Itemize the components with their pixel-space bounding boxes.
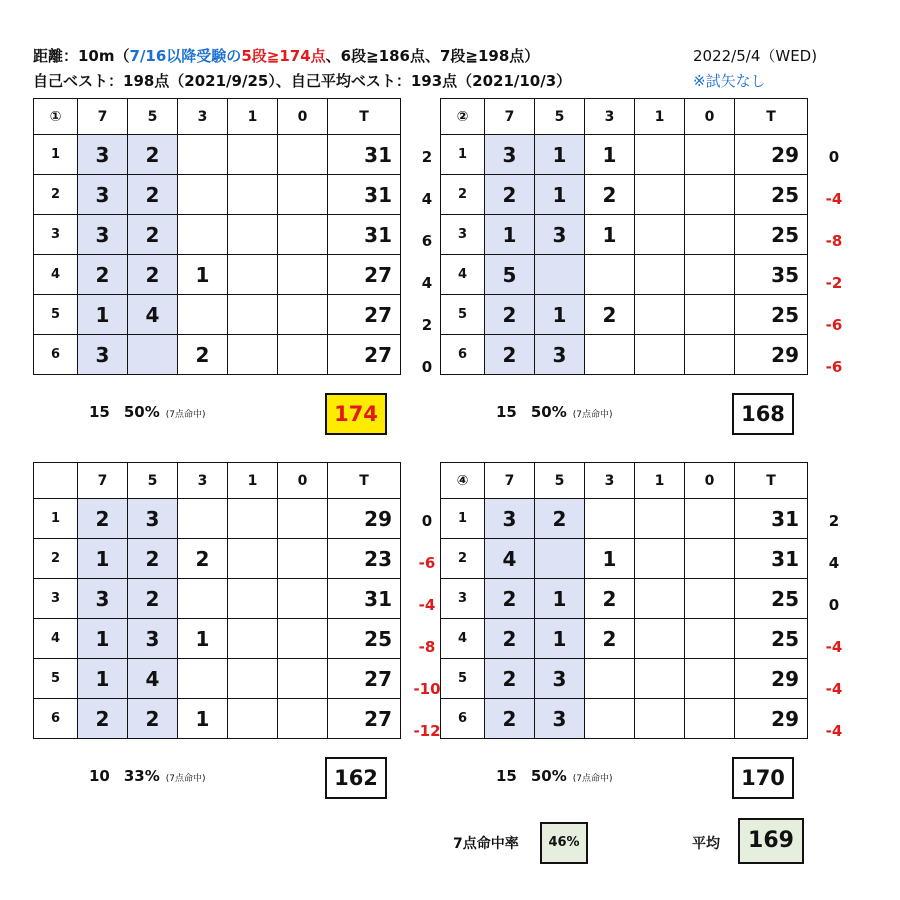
date-label: 2022/5/4（WED): [693, 47, 818, 65]
row-total: 29: [735, 135, 808, 175]
column-header: 0: [685, 463, 735, 499]
score-cell: 1: [78, 619, 128, 659]
score-cell: 1: [78, 295, 128, 335]
score-cell: 1: [78, 539, 128, 579]
score-cell: [228, 135, 278, 175]
score-cell: 4: [128, 659, 178, 699]
score-cell: 3: [78, 335, 128, 375]
row-diff: 6: [421, 232, 433, 250]
score-cell: [228, 659, 278, 699]
score-cell: 1: [178, 619, 228, 659]
row-diff: -12: [413, 722, 441, 740]
score-cell: [585, 699, 635, 739]
row-number: 2: [34, 175, 78, 215]
score-cell: [585, 659, 635, 699]
score-cell: [228, 579, 278, 619]
score-cell: [178, 135, 228, 175]
score-cell: [228, 255, 278, 295]
table-row: [34, 579, 401, 619]
column-header: 3: [585, 99, 635, 135]
score-cell: [278, 175, 328, 215]
score-cell: 2: [485, 295, 535, 335]
row-number: 5: [441, 659, 485, 699]
column-header: T: [735, 99, 808, 135]
score-cell: 2: [78, 255, 128, 295]
round-label: ④: [441, 463, 485, 499]
score-cell: 2: [128, 699, 178, 739]
score-cell: 1: [535, 135, 585, 175]
score-cell: [635, 499, 685, 539]
row-total: 25: [735, 215, 808, 255]
hit-count: 15: [89, 403, 110, 421]
table-row: [34, 699, 401, 739]
score-cell: 3: [78, 135, 128, 175]
column-header: 0: [685, 99, 735, 135]
row-diff: -2: [825, 274, 843, 292]
round-total: 162: [325, 757, 387, 799]
score-cell: [278, 699, 328, 739]
score-cell: 1: [535, 619, 585, 659]
row-total: 27: [328, 295, 401, 335]
score-cell: [535, 255, 585, 295]
row-diff: 2: [421, 148, 433, 166]
round-total: 170: [732, 757, 794, 799]
column-header: T: [735, 463, 808, 499]
score-cell: [685, 699, 735, 739]
score-cell: 1: [78, 659, 128, 699]
row-number: 3: [441, 579, 485, 619]
hit-rate-note: (7点命中): [572, 410, 613, 420]
row-total: 25: [735, 619, 808, 659]
score-cell: [685, 255, 735, 295]
row-diff: -8: [825, 232, 843, 250]
row-diff: 0: [421, 358, 433, 376]
row-number: 3: [441, 215, 485, 255]
score-cell: 3: [128, 499, 178, 539]
score-cell: 2: [485, 659, 535, 699]
row-diff: -4: [825, 722, 843, 740]
score-cell: [685, 659, 735, 699]
score-cell: 1: [178, 699, 228, 739]
score-cell: 2: [585, 579, 635, 619]
score-cell: [278, 295, 328, 335]
score-cell: [228, 295, 278, 335]
row-diff: -6: [825, 358, 843, 376]
score-cell: 1: [535, 175, 585, 215]
row-total: 29: [735, 335, 808, 375]
score-cell: [635, 619, 685, 659]
row-total: 29: [735, 659, 808, 699]
row-diff: 4: [421, 274, 433, 292]
row-diff: 0: [421, 512, 433, 530]
row-number: 4: [34, 255, 78, 295]
table-row: [441, 335, 808, 375]
score-cell: [635, 579, 685, 619]
row-total: 31: [328, 579, 401, 619]
personal-best-line: 自己ベスト：198点（2021/9/25）、自己平均ベスト：193点（2021/10/3）: [33, 72, 572, 90]
column-header: 7: [485, 463, 535, 499]
score-cell: [685, 539, 735, 579]
score-cell: [685, 135, 735, 175]
row-number: 2: [441, 539, 485, 579]
row-diff: -10: [413, 680, 441, 698]
row-total: 25: [735, 579, 808, 619]
column-header: 1: [635, 463, 685, 499]
average-value: 169: [738, 818, 804, 864]
column-header: 5: [535, 463, 585, 499]
row-diff: 0: [828, 148, 840, 166]
score-table: [440, 98, 808, 375]
row-number: 3: [34, 215, 78, 255]
score-cell: 2: [485, 579, 535, 619]
row-total: 25: [328, 619, 401, 659]
row-number: 2: [34, 539, 78, 579]
column-header: 1: [228, 99, 278, 135]
score-cell: [635, 539, 685, 579]
score-cell: 1: [535, 579, 585, 619]
table-row: [34, 175, 401, 215]
score-cell: 3: [128, 619, 178, 659]
score-cell: [178, 215, 228, 255]
hit-rate-value: 46%: [540, 822, 588, 864]
table-row: [34, 539, 401, 579]
row-number: 1: [441, 499, 485, 539]
row-number: 2: [441, 175, 485, 215]
score-cell: [535, 539, 585, 579]
column-header: T: [328, 99, 401, 135]
score-cell: 3: [485, 135, 535, 175]
row-number: 6: [34, 699, 78, 739]
column-header: 7: [485, 99, 535, 135]
row-number: 6: [34, 335, 78, 375]
hit-rate: 33%: [123, 767, 160, 785]
score-cell: [128, 335, 178, 375]
hit-rate-note: (7点命中): [572, 774, 613, 784]
score-cell: [228, 699, 278, 739]
table-row: [441, 295, 808, 335]
round-footer: [496, 767, 613, 785]
diff-column: [814, 136, 854, 388]
row-number: 1: [34, 135, 78, 175]
score-cell: 2: [485, 699, 535, 739]
row-number: 5: [34, 295, 78, 335]
score-table: [440, 462, 808, 739]
score-cell: 3: [535, 335, 585, 375]
score-cell: 2: [128, 175, 178, 215]
table-row: [441, 619, 808, 659]
score-cell: 2: [128, 579, 178, 619]
score-cell: 2: [128, 215, 178, 255]
row-total: 31: [735, 499, 808, 539]
score-cell: [635, 175, 685, 215]
distance-line: [33, 45, 539, 66]
row-number: 1: [34, 499, 78, 539]
column-header: 5: [535, 99, 585, 135]
exam-date-note: 7/16以降受験の: [129, 47, 242, 65]
row-number: 3: [34, 579, 78, 619]
row-diff: 2: [828, 512, 840, 530]
round-label: ①: [34, 99, 78, 135]
table-row: [441, 215, 808, 255]
column-header: 7: [78, 463, 128, 499]
round-footer: [496, 403, 613, 421]
row-total: 23: [328, 539, 401, 579]
hit-rate-label: 7点命中率: [453, 836, 519, 852]
table-row: [34, 135, 401, 175]
score-cell: 4: [485, 539, 535, 579]
score-cell: [635, 215, 685, 255]
score-cell: 2: [178, 335, 228, 375]
score-cell: [635, 699, 685, 739]
row-total: 27: [328, 659, 401, 699]
score-cell: [178, 175, 228, 215]
diff-column: [814, 500, 854, 752]
score-cell: [278, 135, 328, 175]
score-cell: [635, 335, 685, 375]
score-cell: 2: [128, 539, 178, 579]
table-row: [34, 659, 401, 699]
column-header: 5: [128, 99, 178, 135]
score-cell: [228, 175, 278, 215]
row-total: 29: [328, 499, 401, 539]
row-number: 4: [441, 255, 485, 295]
score-cell: 2: [535, 499, 585, 539]
score-cell: 2: [128, 255, 178, 295]
score-cell: [278, 619, 328, 659]
score-cell: 2: [485, 619, 535, 659]
row-total: 29: [735, 699, 808, 739]
round-label: [34, 463, 78, 499]
score-cell: [228, 539, 278, 579]
table-row: [441, 659, 808, 699]
row-diff: -6: [418, 554, 436, 572]
score-cell: [228, 335, 278, 375]
row-number: 4: [441, 619, 485, 659]
score-cell: [278, 215, 328, 255]
dan-requirements: 、6段≧186点、7段≧198点）: [325, 47, 540, 65]
score-cell: [278, 659, 328, 699]
score-cell: [635, 255, 685, 295]
dan5-requirement: 5段≧174点: [241, 47, 326, 65]
score-cell: [278, 255, 328, 295]
row-diff: 4: [421, 190, 433, 208]
score-cell: [178, 295, 228, 335]
score-cell: 2: [78, 499, 128, 539]
column-header: 3: [178, 463, 228, 499]
row-number: 5: [34, 659, 78, 699]
average-label: 平均: [692, 836, 720, 852]
row-total: 25: [735, 175, 808, 215]
row-number: 5: [441, 295, 485, 335]
table-header-row: [34, 463, 401, 499]
table-row: [441, 539, 808, 579]
score-cell: [178, 659, 228, 699]
score-cell: 2: [178, 539, 228, 579]
table-header-row: [34, 99, 401, 135]
table-row: [441, 699, 808, 739]
row-number: 1: [441, 135, 485, 175]
row-diff: -4: [825, 190, 843, 208]
score-cell: [585, 499, 635, 539]
score-cell: [178, 579, 228, 619]
row-total: 27: [328, 255, 401, 295]
score-cell: [685, 335, 735, 375]
row-number: 4: [34, 619, 78, 659]
hit-rate: 50%: [530, 767, 567, 785]
score-cell: [278, 579, 328, 619]
score-cell: 2: [585, 619, 635, 659]
table-row: [34, 499, 401, 539]
score-cell: [685, 499, 735, 539]
column-header: 0: [278, 463, 328, 499]
row-total: 25: [735, 295, 808, 335]
hit-rate: 50%: [123, 403, 160, 421]
score-cell: [685, 215, 735, 255]
column-header: 5: [128, 463, 178, 499]
row-diff: -4: [825, 638, 843, 656]
score-cell: 2: [585, 295, 635, 335]
score-cell: 3: [78, 175, 128, 215]
column-header: 3: [178, 99, 228, 135]
score-cell: 3: [535, 659, 585, 699]
column-header: T: [328, 463, 401, 499]
score-cell: 3: [535, 215, 585, 255]
row-diff: 2: [421, 316, 433, 334]
score-cell: 1: [535, 295, 585, 335]
row-number: 6: [441, 335, 485, 375]
score-cell: [228, 215, 278, 255]
score-cell: 4: [128, 295, 178, 335]
score-cell: 5: [485, 255, 535, 295]
score-cell: 2: [585, 175, 635, 215]
score-table: [33, 98, 401, 375]
hit-rate-note: (7点命中): [165, 774, 206, 784]
score-cell: [685, 619, 735, 659]
score-cell: 1: [485, 215, 535, 255]
column-header: 7: [78, 99, 128, 135]
column-header: 1: [635, 99, 685, 135]
hit-count: 15: [496, 767, 517, 785]
score-cell: [228, 619, 278, 659]
score-cell: 2: [78, 699, 128, 739]
no-practice-note: ※試矢なし: [693, 72, 766, 90]
column-header: 0: [278, 99, 328, 135]
table-header-row: [441, 463, 808, 499]
table-row: [441, 175, 808, 215]
distance-label: 距離：10m（: [33, 47, 130, 65]
row-total: 35: [735, 255, 808, 295]
score-cell: [585, 255, 635, 295]
column-header: 3: [585, 463, 635, 499]
score-cell: 3: [78, 215, 128, 255]
table-header-row: [441, 99, 808, 135]
row-diff: -4: [825, 680, 843, 698]
score-cell: 1: [178, 255, 228, 295]
row-diff: 4: [828, 554, 840, 572]
round-footer: [89, 403, 206, 421]
hit-rate: 50%: [530, 403, 567, 421]
score-cell: [278, 499, 328, 539]
score-cell: [635, 135, 685, 175]
row-total: 31: [328, 175, 401, 215]
table-row: [34, 255, 401, 295]
round-label: ②: [441, 99, 485, 135]
score-cell: 2: [485, 335, 535, 375]
round-footer: [89, 767, 206, 785]
hit-count: 15: [496, 403, 517, 421]
table-row: [34, 619, 401, 659]
score-cell: 3: [485, 499, 535, 539]
hit-count: 10: [89, 767, 110, 785]
column-header: 1: [228, 463, 278, 499]
round-total: 174: [325, 393, 387, 435]
table-row: [34, 335, 401, 375]
score-cell: 3: [535, 699, 585, 739]
table-row: [441, 499, 808, 539]
score-cell: [278, 335, 328, 375]
score-cell: [585, 335, 635, 375]
row-diff: 0: [828, 596, 840, 614]
score-cell: [278, 539, 328, 579]
score-cell: [178, 499, 228, 539]
row-total: 27: [328, 699, 401, 739]
score-cell: 3: [78, 579, 128, 619]
row-total: 31: [735, 539, 808, 579]
row-number: 6: [441, 699, 485, 739]
hit-rate-note: (7点命中): [165, 410, 206, 420]
row-diff: -6: [825, 316, 843, 334]
score-cell: [635, 659, 685, 699]
table-row: [34, 215, 401, 255]
score-cell: 1: [585, 135, 635, 175]
score-table: [33, 462, 401, 739]
table-row: [34, 295, 401, 335]
table-row: [441, 579, 808, 619]
score-cell: [685, 579, 735, 619]
row-total: 27: [328, 335, 401, 375]
score-cell: 2: [128, 135, 178, 175]
row-diff: -4: [418, 596, 436, 614]
score-cell: [635, 295, 685, 335]
score-cell: 1: [585, 539, 635, 579]
table-row: [441, 135, 808, 175]
round-total: 168: [732, 393, 794, 435]
row-total: 31: [328, 135, 401, 175]
score-cell: 2: [485, 175, 535, 215]
score-cell: [685, 175, 735, 215]
score-cell: [228, 499, 278, 539]
score-cell: [685, 295, 735, 335]
row-diff: -8: [418, 638, 436, 656]
score-cell: 1: [585, 215, 635, 255]
row-total: 31: [328, 215, 401, 255]
table-row: [441, 255, 808, 295]
